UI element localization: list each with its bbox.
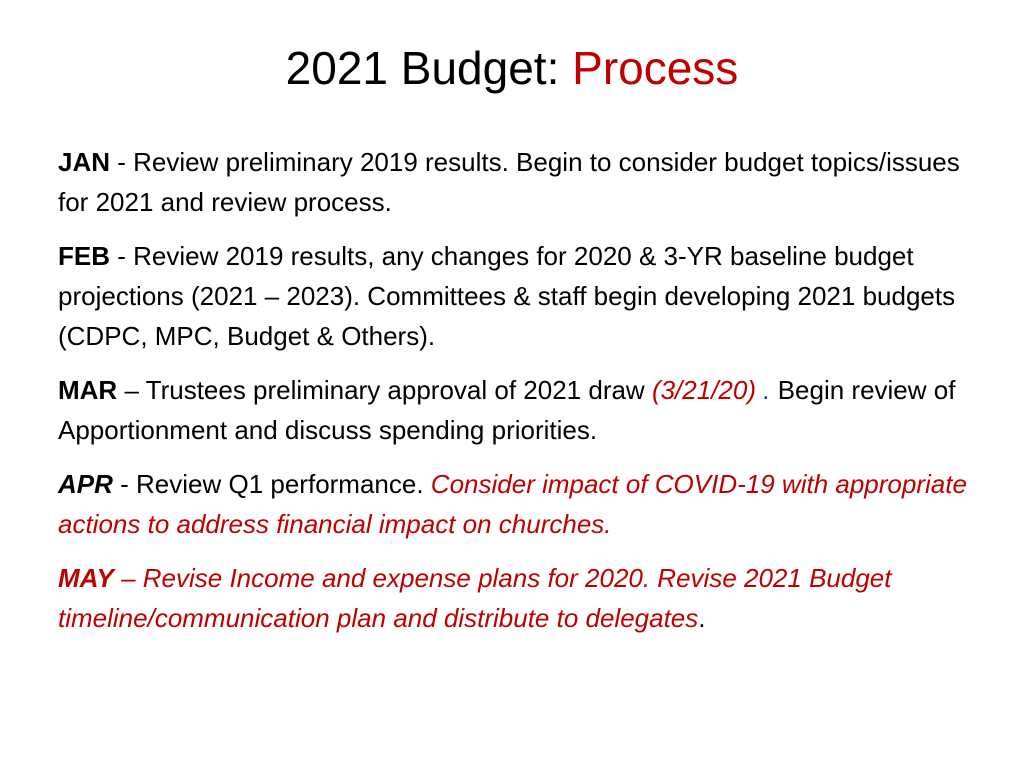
item-red-text-may: – Revise Income and expense plans for 2020. Revise 2021 Budget timeline/communication plan and distribute to delegates bbox=[58, 563, 892, 633]
item-text-feb: - Review 2019 results, any changes for 2020 & 3-YR baseline budget projections (2021 – 2023). Committees & staff begin developing 2021 budgets (CDPC, MPC, Budget & Others). bbox=[58, 241, 956, 351]
item-text-apr: - Review Q1 performance. bbox=[112, 469, 431, 499]
month-label-apr: APR bbox=[58, 469, 113, 499]
month-label-mar: MAR bbox=[58, 375, 118, 405]
item-date-mar: (3/21/20) bbox=[651, 375, 764, 405]
item-end-may: . bbox=[698, 603, 706, 633]
timeline-item-may bbox=[58, 558, 988, 638]
item-text-mar-before: – Trustees preliminary approval of 2021 draw bbox=[117, 375, 652, 405]
timeline-item-mar bbox=[58, 370, 988, 450]
month-label-jan: JAN bbox=[58, 147, 111, 177]
timeline-item-jan bbox=[58, 142, 988, 222]
month-label-may: MAY bbox=[58, 563, 114, 593]
page-title bbox=[0, 36, 1024, 100]
item-text-mar-after: Begin review of Apportionment and discuss spending priorities. bbox=[58, 375, 956, 445]
item-red-text-apr: Consider impact of COVID-19 with appropriate actions to address financial impact on churches. bbox=[58, 469, 967, 539]
item-dot-mar: . bbox=[763, 375, 771, 405]
timeline-list bbox=[58, 142, 988, 652]
title-accent: Process bbox=[572, 42, 739, 94]
timeline-item-apr bbox=[58, 464, 988, 544]
title-main: 2021 Budget: bbox=[285, 42, 573, 94]
timeline-item-feb bbox=[58, 236, 988, 356]
item-text-jan: - Review preliminary 2019 results. Begin to consider budget topics/issues for 2021 and review process. bbox=[58, 147, 960, 217]
month-label-feb: FEB bbox=[58, 241, 110, 271]
